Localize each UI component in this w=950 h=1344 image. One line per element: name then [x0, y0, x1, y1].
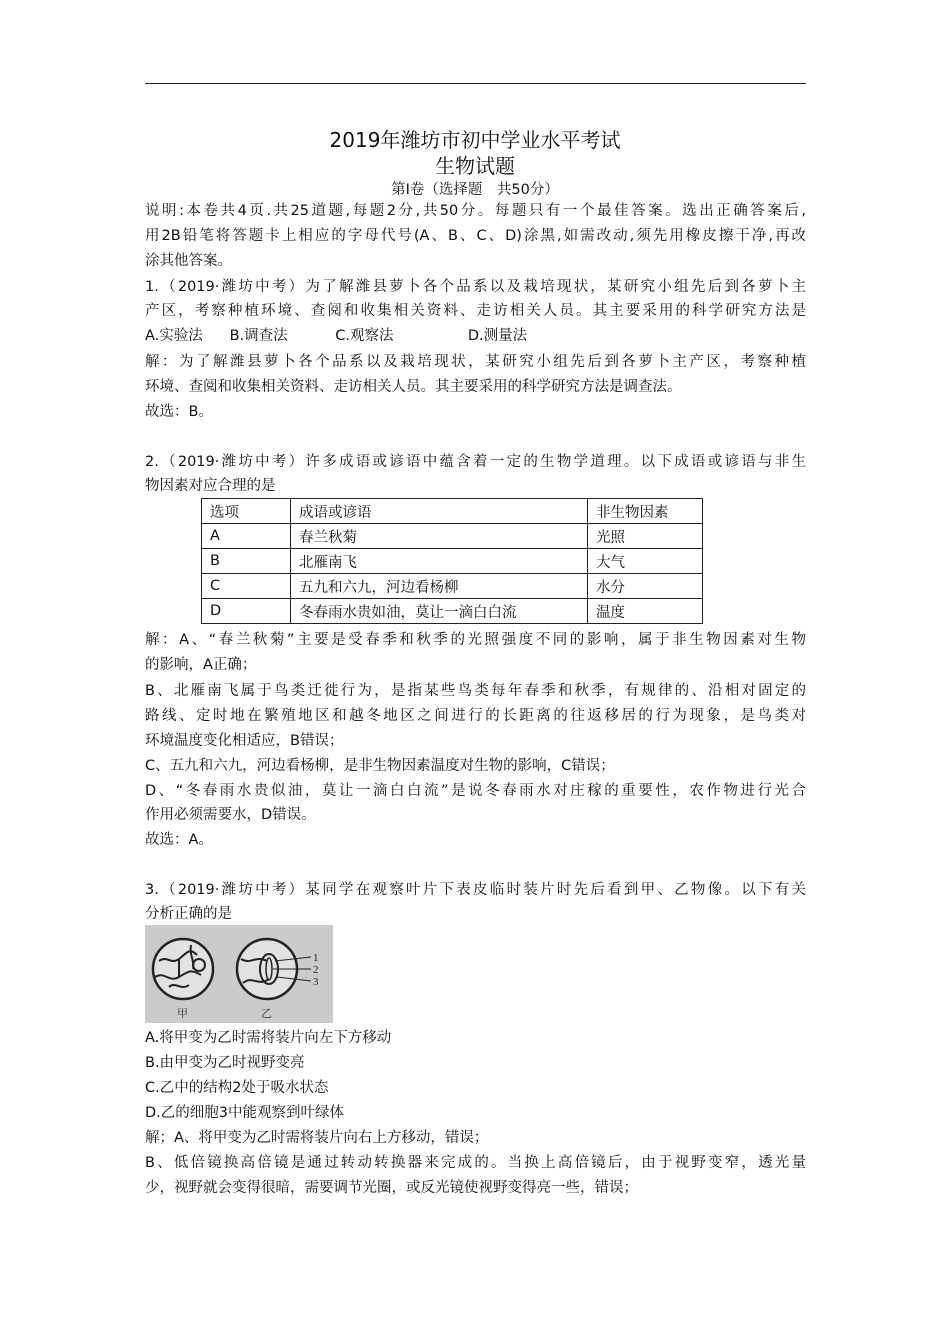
header-rule [145, 83, 806, 84]
table-cell: 大气 [588, 549, 703, 574]
instructions-line: 说明:本卷共4页.共25道题,每题2分,共50分。每题只有一个最佳答案。选出正确答案后, [145, 203, 806, 219]
question-1-solution: 环境、查阅和收集相关资料、走访相关人员。其主要采用的科学研究方法是调查法。 [145, 379, 682, 395]
option-a: A.实验法 [145, 328, 203, 344]
exam-title: 2019年潍坊市初中学业水平考试 [329, 128, 621, 152]
question-1-stem: 1.（2019·潍坊中考）为了解潍县萝卜各个品系以及栽培现状，某研究小组先后到各萝卜主 [145, 279, 806, 295]
question-2-solution: C、五九和六九，河边看杨柳，是非生物因素温度对生物的影响，C错误； [145, 758, 615, 774]
table-cell: 北雁南飞 [291, 549, 588, 574]
table-row [202, 574, 703, 599]
table-header-cell: 选项 [202, 499, 291, 524]
table-row [202, 549, 703, 574]
option-d: D.测量法 [467, 328, 528, 344]
figure-label-3: 3 [313, 976, 319, 988]
table-header-cell: 非生物因素 [588, 499, 703, 524]
table-cell: A [202, 524, 291, 549]
question-3-option: D.乙的细胞3中能观察到叶绿体 [145, 1105, 344, 1121]
microscope-figure [145, 925, 333, 1023]
table-row [202, 524, 703, 549]
question-2-solution: D、“冬春雨水贵似油，莫让一滴白白流”是说冬春雨水对庄稼的重要性，农作物进行光合 [145, 783, 806, 799]
table-cell: 春兰秋菊 [291, 524, 588, 549]
table-cell: 温度 [588, 599, 703, 624]
question-2-solution: 解：A、“春兰秋菊”主要是受春季和秋季的光照强度不同的影响，属于非生物因素对生物 [145, 632, 806, 648]
question-2-solution: 环境温度变化相适应，B错误； [145, 733, 344, 749]
option-c: C.观察法 [335, 328, 394, 344]
question-1-solution: 解：为了解潍县萝卜各个品系以及栽培现状，某研究小组先后到各萝卜主产区，考察种植 [145, 354, 806, 370]
table-cell: B [202, 549, 291, 574]
question-3-stem: 3.（2019·潍坊中考）某同学在观察叶片下表皮临时装片时先后看到甲、乙物像。以下有关 [145, 882, 806, 898]
question-1-stem: 产区，考察种植环境、查阅和收集相关资料、走访相关人员。其主要采用的科学研究方法是 [145, 303, 806, 319]
figure-label-1: 1 [313, 952, 319, 964]
option-b: B.调查法 [229, 328, 288, 344]
question-3-option: C.乙中的结构2处于吸水状态 [145, 1080, 329, 1096]
question-2-stem: 物因素对应合理的是 [145, 478, 276, 494]
table-cell: 水分 [588, 574, 703, 599]
table-cell: D [202, 599, 291, 624]
table-cell: 光照 [588, 524, 703, 549]
section-heading: 第Ⅰ卷（选择题 共50分） [391, 182, 559, 198]
instructions-line: 涂其他答案。 [145, 253, 232, 269]
question-1-options [145, 326, 806, 346]
exam-subtitle: 生物试题 [435, 154, 515, 178]
table-row [202, 599, 703, 624]
question-2-solution: 路线、定时地在繁殖地区和越冬地区之间进行的长距离的往返移居的行为现象，是鸟类对 [145, 708, 806, 724]
question-3-solution: 少，视野就会变得很暗，需要调节光圈，或反光镜使视野变得亮一些，错误； [145, 1180, 638, 1196]
question-2-stem: 2.（2019·潍坊中考）许多成语或谚语中蕴含着一定的生物学道理。以下成语或谚语与非生 [145, 454, 806, 470]
microscope-views-image [145, 925, 333, 1023]
table-cell: 五九和六九，河边看杨柳 [291, 574, 588, 599]
table-cell: C [202, 574, 291, 599]
question-2-solution: 作用必须需要水，D错误。 [145, 807, 316, 823]
question-2-answer: 故选：A。 [145, 832, 213, 848]
question-3-option: B.由甲变为乙时视野变亮 [145, 1055, 305, 1071]
table-header-cell: 成语或谚语 [291, 499, 588, 524]
question-3-stem: 分析正确的是 [145, 906, 232, 922]
question-2-solution: 的影响，A正确； [145, 657, 257, 673]
question-3-option: A.将甲变为乙时需将装片向左下方移动 [145, 1030, 392, 1046]
question-2-solution: B、北雁南飞属于鸟类迁徙行为，是指某些鸟类每年春季和秋季，有规律的、沿相对固定的 [145, 683, 806, 699]
question-3-solution: 解；A、将甲变为乙时需将装片向右上方移动，错误； [145, 1130, 489, 1146]
table-header-row [202, 499, 703, 524]
table-cell: 冬春雨水贵如油，莫让一滴白白流 [291, 599, 588, 624]
instructions-line: 用2B铅笔将答题卡上相应的字母代号(A、B、C、D)涂黑,如需改动,须先用橡皮擦干净,再改 [145, 228, 806, 244]
question-2-table [201, 498, 703, 624]
question-3-solution: B、低倍镜换高倍镜是通过转动转换器来完成的。当换上高倍镜后，由于视野变窄，透光量 [145, 1155, 806, 1171]
figure-label-2: 2 [313, 964, 319, 976]
question-1-answer: 故选：B。 [145, 404, 213, 420]
figure-caption-yi: 乙 [261, 1007, 272, 1020]
figure-caption-jia: 甲 [177, 1007, 188, 1020]
